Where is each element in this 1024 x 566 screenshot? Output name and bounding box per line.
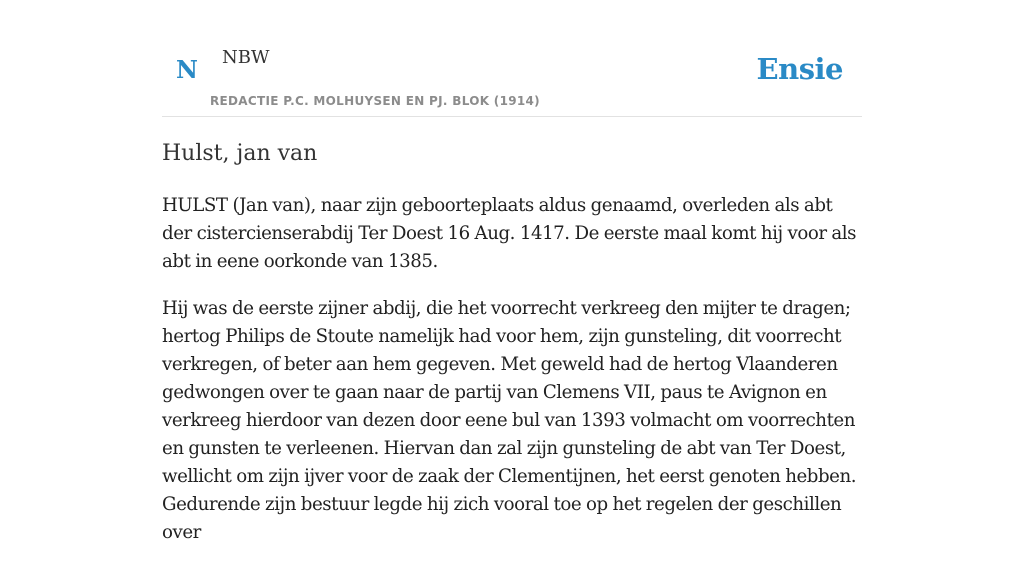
brand-logo-link[interactable]: Ensie [756, 52, 843, 86]
article-title: Hulst, jan van [162, 141, 318, 166]
source-logo-icon[interactable]: N [176, 55, 198, 84]
article-paragraph: Hij was de eerste zijner abdij, die het voorrecht verkreeg den mijter te dragen; hertog Philips de Stoute namelijk had voor hem, zijn gunsteling, dit voorrecht verkregen, of beter aan hem gegeven. Met geweld had de hertog Vlaanderen gedwongen over te gaan naar de partij van Clemens VII, paus te Avignon en verkreeg hierdoor van dezen door eene bul van 1393 volmacht om voorrechten en gunsten te verleenen. Hiervan dan zal zijn gunsteling de abt van Ter Doest, wellicht om zijn ijver voor de zaak der Clementijnen, het eerst genoten hebben. Gedurende zijn bestuur legde hij zich vooral toe op het regelen der geschillen over [162, 298, 857, 543]
article-paragraph: HULST (Jan van), naar zijn geboorteplaats aldus genaamd, overleden als abt der cistercienserabdij Ter Doest 16 Aug. 1417. De eerste maal komt hij voor als abt in eene oorkonde van 1385. [162, 195, 857, 272]
source-subtitle: REDACTIE P.C. MOLHUYSEN EN PJ. BLOK (1914) [210, 94, 540, 108]
source-name-link[interactable]: NBW [222, 47, 270, 68]
article-body [162, 192, 862, 566]
source-header [162, 0, 862, 117]
